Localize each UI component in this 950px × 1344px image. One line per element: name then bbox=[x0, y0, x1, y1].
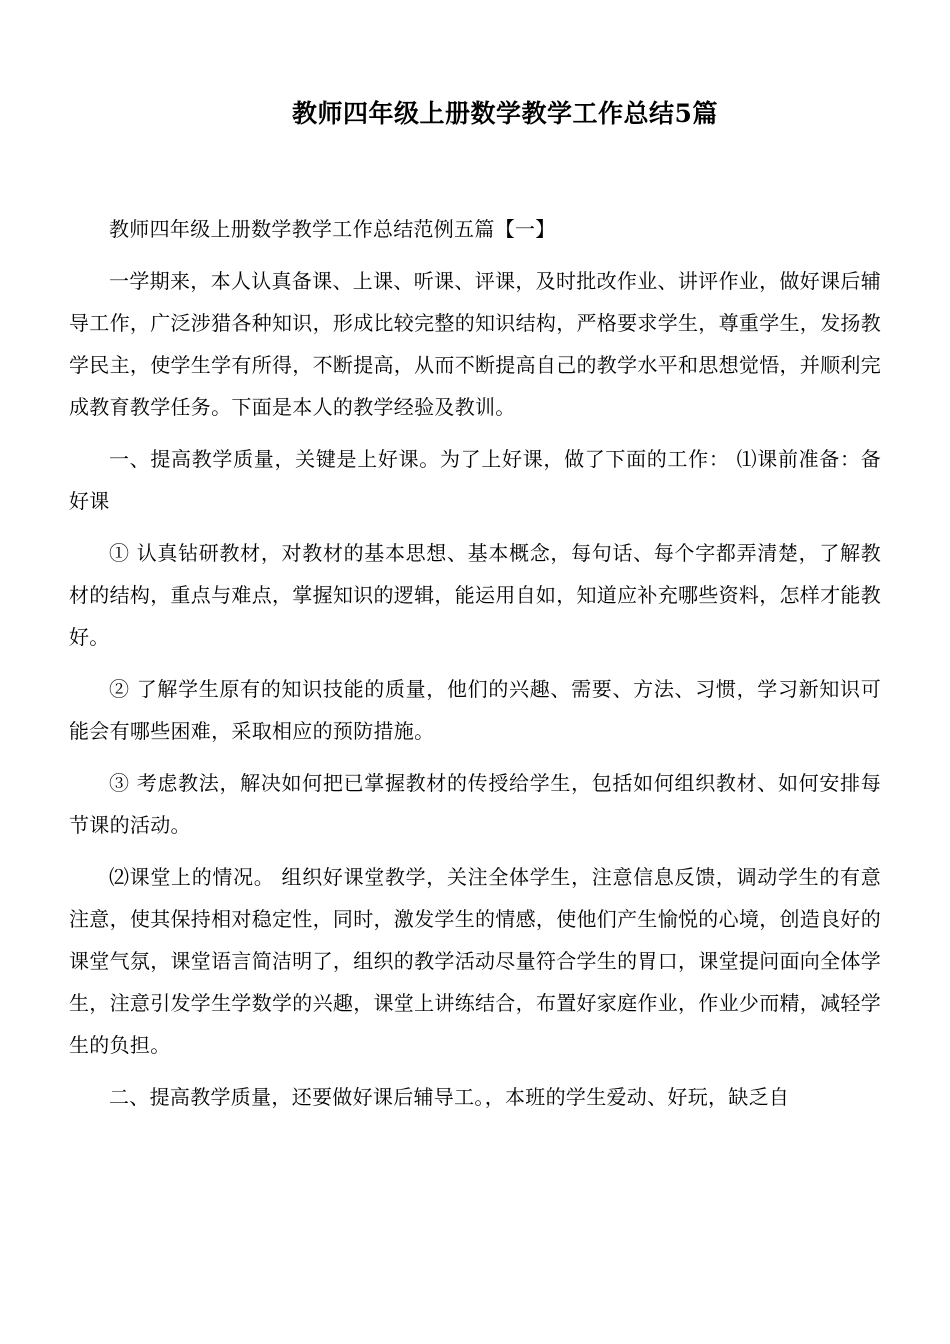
section-heading: 教师四年级上册数学教学工作总结范例五篇【一】 bbox=[109, 217, 556, 241]
paragraph: ① 认真钻研教材，对教材的基本思想、基本概念，每句话、每个字都弄清楚，了解教材的结构，重点与难点，掌握知识的逻辑，能运用自如，知道应补充哪些资料，怎样才能教好。 bbox=[69, 541, 881, 649]
paragraph: 一学期来，本人认真备课、上课、听课、评课，及时批改作业、讲评作业，做好课后辅导工作，广泛涉猎各种知识，形成比较完整的知识结构，严格要求学生，尊重学生，发扬教学民主，使学生学有所得，不断提高，从而不断提高自己的教学水平和思想觉悟，并顺利完成教育教学任务。下面是本人的教学经验及教训。 bbox=[69, 269, 881, 419]
document-title: 教师四年级上册数学教学工作总结5篇 bbox=[292, 99, 718, 128]
paragraph: 一、提高教学质量，关键是上好课。为了上好课，做了下面的工作： ⑴课前准备：备好课 bbox=[69, 447, 881, 513]
paragraph: 二、提高教学质量，还要做好课后辅导工。，本班的学生爱动、好玩，缺乏自 bbox=[109, 1085, 790, 1109]
document-body bbox=[69, 208, 881, 1128]
paragraph: ⑵课堂上的情况。 组织好课堂教学，关注全体学生，注意信息反馈，调动学生的有意注意，使其保持相对稳定性，同时，激发学生的情感，使他们产生愉悦的心境，创造良好的课堂气氛，课堂语言简洁明了，组织的教学活动尽量符合学生的胃口，课堂提问面向全体学生，注意引发学生学数学的兴趣，课堂上讲练结合，布置好家庭作业，作业少而精，减轻学生的负担。 bbox=[69, 865, 881, 1057]
paragraph: ③ 考虑教法，解决如何把已掌握教材的传授给学生，包括如何组织教材、如何安排每节课的活动。 bbox=[69, 771, 881, 837]
paragraph: ② 了解学生原有的知识技能的质量，他们的兴趣、需要、方法、习惯，学习新知识可能会有哪些困难，采取相应的预防措施。 bbox=[69, 677, 881, 743]
